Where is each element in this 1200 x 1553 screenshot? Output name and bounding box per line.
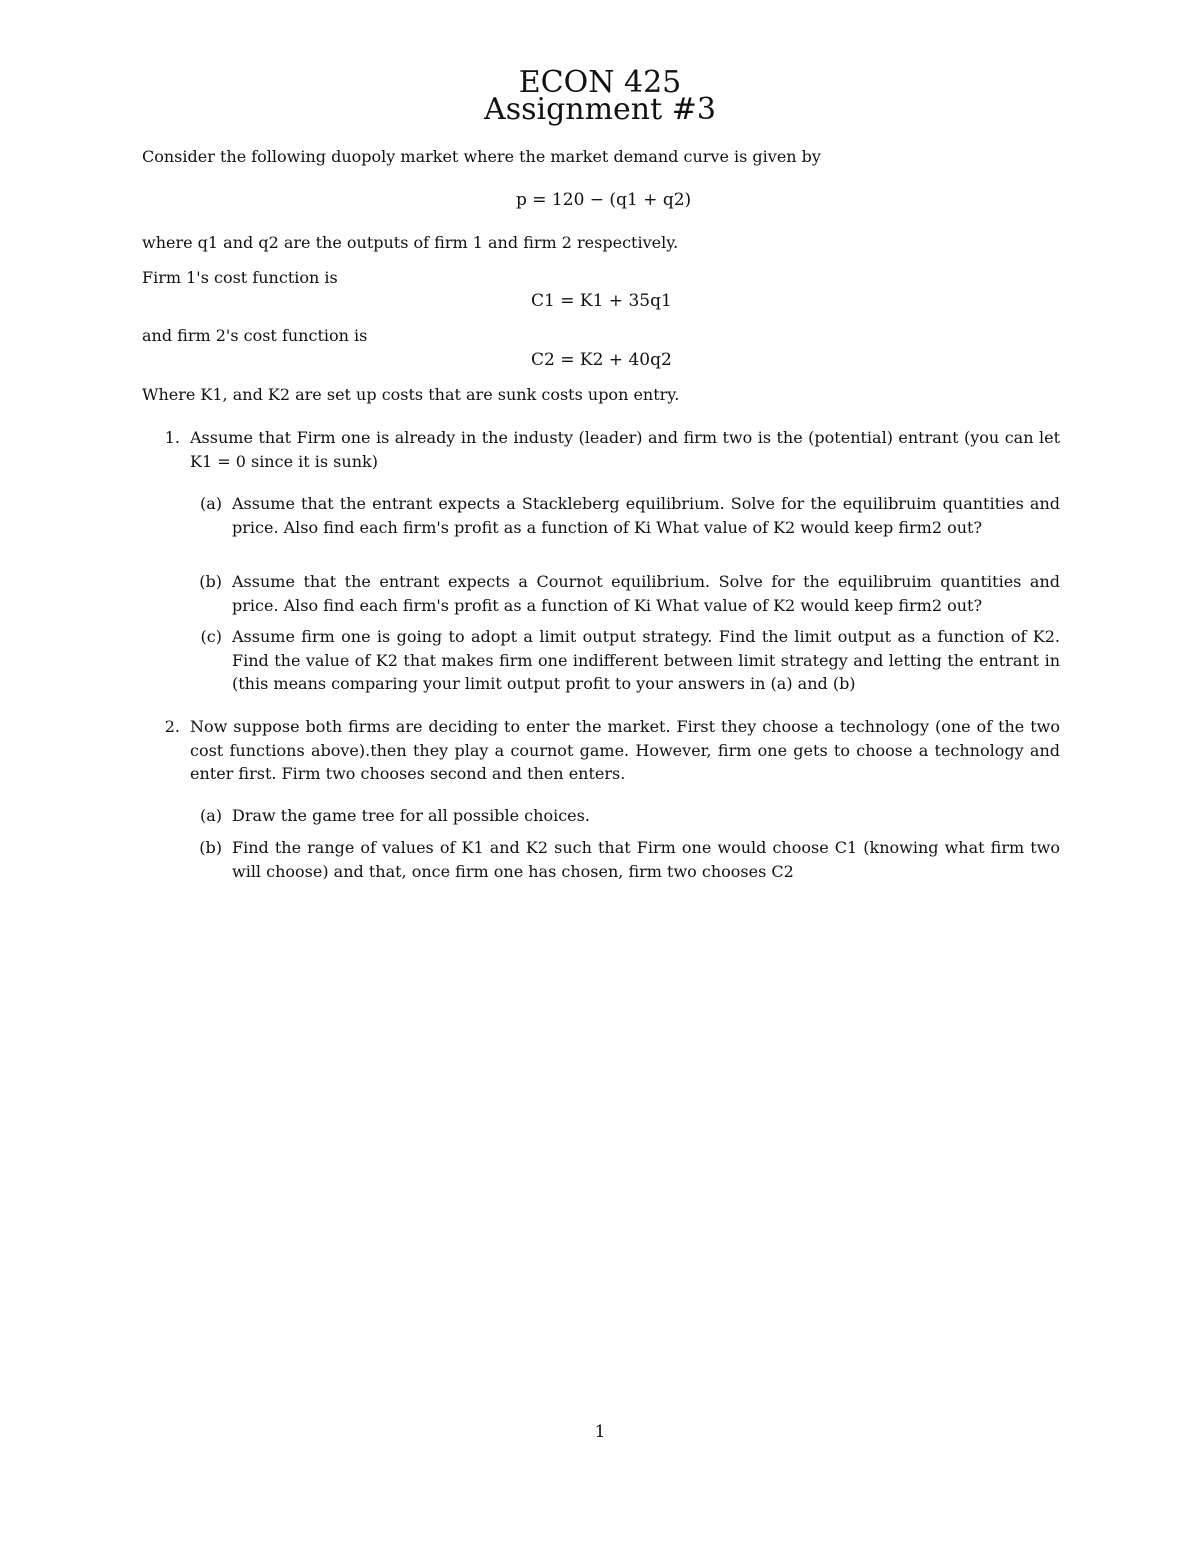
question-2 — [142, 715, 1060, 787]
sunk-cost-line: Where K1, and K2 are set up costs that are sunk costs upon entry. — [142, 385, 680, 404]
question-1c-label: (c) — [200, 627, 222, 646]
question-2-number: 2. — [164, 717, 180, 736]
question-2b-text: Find the range of values of K1 and K2 such that Firm one would choose C1 (knowing what firm two will choose) and that, once firm one has chosen, firm two chooses C2 — [232, 838, 1060, 881]
question-2a — [184, 804, 1060, 830]
firm1-cost-equation: C1 = K1 + 35q1 — [531, 291, 672, 311]
outputs-line: where q1 and q2 are the outputs of firm 1 and firm 2 respectively. — [142, 233, 679, 252]
question-1c-text: Assume firm one is going to adopt a limit output strategy. Find the limit output as a function of K2. Find the value of K2 that makes firm one indifferent between limit strategy and letting the entrant in (this means comparing your limit output profit to your answers in (a) and (b) — [232, 627, 1060, 693]
question-1c — [184, 625, 1060, 697]
question-2a-text: Draw the game tree for all possible choices. — [232, 806, 590, 825]
course-title: ECON 425 — [518, 65, 682, 100]
firm2-cost-label: and firm 2's cost function is — [142, 326, 368, 345]
demand-equation-text: p = 120 − (q1 + q2) — [516, 190, 692, 210]
question-1b-text: Assume that the entrant expects a Cournot equilibrium. Solve for the equilibruim quantities and price. Also find each firm's profit as a function of Ki What value of K2 would keep firm2 out? — [232, 572, 1060, 615]
question-1b — [184, 570, 1060, 620]
question-2a-label: (a) — [199, 806, 222, 825]
firm1-cost-label: Firm 1's cost function is — [142, 268, 338, 287]
demand-equation — [516, 188, 691, 212]
firm2-cost-equation: C2 = K2 + 40q2 — [531, 350, 672, 370]
page-number: 1 — [594, 1422, 606, 1442]
question-1 — [142, 426, 1060, 476]
assignment-title: Assignment #3 — [484, 92, 716, 127]
question-1a-label: (a) — [199, 494, 222, 513]
intro-line: Consider the following duopoly market where the market demand curve is given by — [142, 147, 821, 166]
question-2b-label: (b) — [199, 838, 222, 857]
question-2-text: Now suppose both firms are deciding to enter the market. First they choose a technology (one of the two cost functions above).then they play a cournot game. However, firm one gets to choose a technology and enter first. Firm two chooses second and then enters. — [190, 717, 1060, 783]
question-1a — [184, 492, 1060, 564]
question-1a-text: Assume that the entrant expects a Stackleberg equilibrium. Solve for the equilibruim quantities and price. Also find each firm's profit as a function of Ki What value of K2 would keep firm2 out? — [232, 494, 1060, 537]
question-2b — [184, 836, 1060, 886]
question-1-text: Assume that Firm one is already in the industy (leader) and firm two is the (potential) entrant (you can let K1 = 0 since it is sunk) — [190, 428, 1060, 471]
question-1b-label: (b) — [199, 572, 222, 591]
question-1-number: 1. — [164, 428, 180, 447]
